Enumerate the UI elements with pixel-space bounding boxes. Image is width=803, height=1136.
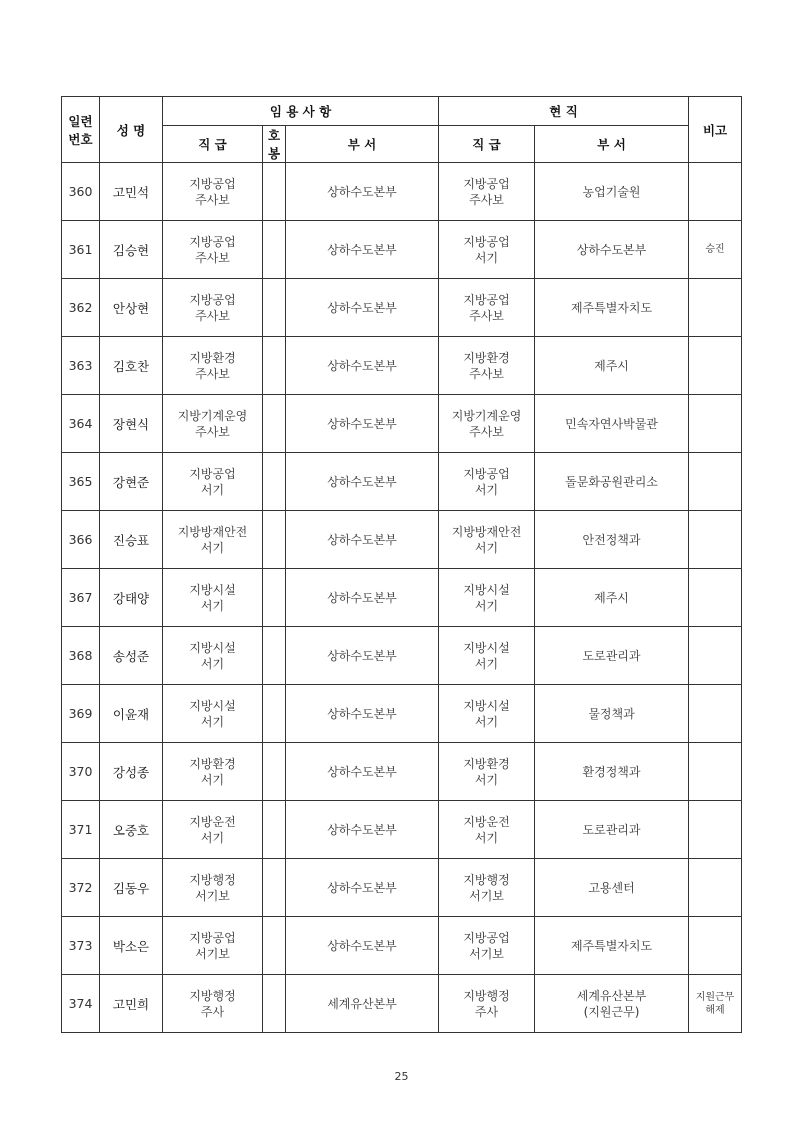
person-name: 김동우: [100, 859, 163, 917]
line-2: 서기: [474, 714, 499, 729]
current-department: [535, 743, 689, 801]
appointment-step: [263, 453, 286, 511]
line-2: 주사: [200, 1004, 225, 1019]
appointment-step: [263, 743, 286, 801]
appointment-department: 상하수도본부: [286, 511, 439, 569]
line-1: 도로관리과: [582, 822, 641, 837]
header-department: 부 서: [286, 126, 439, 163]
table-row: [62, 279, 742, 337]
current-grade: [439, 917, 535, 975]
table-row: [62, 801, 742, 859]
person-name: 김승현: [100, 221, 163, 279]
line-2: 서기: [200, 714, 225, 729]
appointment-grade: [163, 279, 263, 337]
appointment-grade: [163, 685, 263, 743]
line-2: 서기: [474, 598, 499, 613]
line-2: 서기: [474, 656, 499, 671]
line-2: 주사보: [469, 192, 504, 207]
appointment-step: [263, 627, 286, 685]
table-row: [62, 511, 742, 569]
serial-number: 362: [62, 279, 100, 337]
line-1: 지방행정: [463, 988, 510, 1003]
line-1: 제주시: [594, 358, 629, 373]
serial-number: 363: [62, 337, 100, 395]
appointment-department: 상하수도본부: [286, 279, 439, 337]
table-row: [62, 685, 742, 743]
current-department: [535, 395, 689, 453]
current-grade: [439, 279, 535, 337]
appointment-grade: [163, 221, 263, 279]
line-2: 서기: [200, 656, 225, 671]
line-2: 주사: [474, 1004, 499, 1019]
personnel-appointment-table: [61, 96, 742, 1033]
appointment-department: 상하수도본부: [286, 801, 439, 859]
line-1: 제주특별자치도: [570, 938, 653, 953]
appointment-step: [263, 975, 286, 1033]
current-department: [535, 511, 689, 569]
appointment-department: 상하수도본부: [286, 917, 439, 975]
line-1: 상하수도본부: [576, 242, 647, 257]
serial-number: 361: [62, 221, 100, 279]
line-1: 세계유산본부: [576, 988, 647, 1003]
line-2: 서기: [474, 830, 499, 845]
line-2: 주사보: [195, 366, 230, 381]
current-grade: [439, 221, 535, 279]
line-1: 제주특별자치도: [570, 300, 653, 315]
line-2: 주사보: [469, 308, 504, 323]
appointment-step: [263, 337, 286, 395]
table-row: [62, 395, 742, 453]
line-1: 지방공업: [189, 292, 236, 307]
line-2: 주사보: [195, 308, 230, 323]
line-2: 주사보: [469, 366, 504, 381]
current-department: [535, 627, 689, 685]
appointment-department: 세계유산본부: [286, 975, 439, 1033]
line-1: 지방공업: [463, 466, 510, 481]
current-grade: [439, 743, 535, 801]
table-row: [62, 859, 742, 917]
table-row: [62, 163, 742, 221]
line-1: 지방공업: [463, 176, 510, 191]
line-1: 지방방재안전: [177, 524, 248, 539]
line-2: 서기보: [195, 946, 230, 961]
current-department: [535, 221, 689, 279]
current-grade: [439, 627, 535, 685]
serial-number: 374: [62, 975, 100, 1033]
person-name: 장현식: [100, 395, 163, 453]
appointment-department: 상하수도본부: [286, 453, 439, 511]
appointment-step: [263, 569, 286, 627]
appointment-grade: [163, 627, 263, 685]
current-grade: [439, 453, 535, 511]
header-remarks: 비고: [689, 97, 742, 163]
remarks: [689, 395, 742, 453]
appointment-step: [263, 801, 286, 859]
line-1: 지방공업: [463, 234, 510, 249]
line-1: 지방환경: [189, 350, 236, 365]
person-name: 강성종: [100, 743, 163, 801]
line-1: 지방시설: [189, 698, 236, 713]
remarks: [689, 221, 742, 279]
header-grade: 직 급: [163, 126, 263, 163]
line-2: 주사보: [195, 192, 230, 207]
line-1: 지방시설: [463, 582, 510, 597]
table-row: [62, 221, 742, 279]
current-grade: [439, 801, 535, 859]
appointment-grade: [163, 569, 263, 627]
line-2: 서기보: [195, 888, 230, 903]
current-department: [535, 685, 689, 743]
remarks: [689, 337, 742, 395]
remarks: [689, 279, 742, 337]
current-department: [535, 453, 689, 511]
line-1: 지방기계운영: [177, 408, 248, 423]
appointment-grade: [163, 163, 263, 221]
table-row: [62, 337, 742, 395]
appointment-step: [263, 163, 286, 221]
table-header: [62, 97, 742, 163]
line-2: 서기: [200, 598, 225, 613]
line-1: 지방환경: [463, 756, 510, 771]
line-1: 지방시설: [189, 640, 236, 655]
line-1: 물정책과: [588, 706, 635, 721]
person-name: 김호찬: [100, 337, 163, 395]
current-department: [535, 859, 689, 917]
line-1: 농업기술원: [582, 184, 641, 199]
person-name: 오중호: [100, 801, 163, 859]
table-row: [62, 569, 742, 627]
current-grade: [439, 685, 535, 743]
line-1: 안전정책과: [582, 532, 641, 547]
line-1: 지방공업: [189, 930, 236, 945]
appointment-step: [263, 859, 286, 917]
person-name: 송성준: [100, 627, 163, 685]
current-department: [535, 163, 689, 221]
line-1: 지방공업: [189, 234, 236, 249]
appointment-department: 상하수도본부: [286, 163, 439, 221]
line-1: 지방환경: [189, 756, 236, 771]
header-current-grade: 직 급: [439, 126, 535, 163]
appointment-department: 상하수도본부: [286, 395, 439, 453]
serial-number: 370: [62, 743, 100, 801]
line-1: 지방운전: [463, 814, 510, 829]
current-grade: [439, 337, 535, 395]
remarks: [689, 163, 742, 221]
line-1: 지방시설: [463, 640, 510, 655]
person-name: 안상현: [100, 279, 163, 337]
header-current-department: 부 서: [535, 126, 689, 163]
current-department: [535, 917, 689, 975]
line-1: 지방행정: [463, 872, 510, 887]
line-2: 서기보: [469, 888, 504, 903]
line-2: 해제: [705, 1004, 725, 1016]
line-1: 도로관리과: [582, 648, 641, 663]
appointment-grade: [163, 859, 263, 917]
line-2: 서기: [200, 540, 225, 555]
serial-number: 367: [62, 569, 100, 627]
appointment-department: 상하수도본부: [286, 569, 439, 627]
page-number: 25: [394, 1070, 409, 1083]
serial-number: 366: [62, 511, 100, 569]
current-grade: [439, 975, 535, 1033]
remarks: [689, 685, 742, 743]
line-1: 승진: [705, 244, 725, 255]
current-grade: [439, 569, 535, 627]
appointment-department: 상하수도본부: [286, 337, 439, 395]
line-1: 지방공업: [463, 292, 510, 307]
remarks: [689, 975, 742, 1033]
line-1: 지방공업: [189, 466, 236, 481]
line-1: 지방환경: [463, 350, 510, 365]
serial-number: 371: [62, 801, 100, 859]
appointment-department: 상하수도본부: [286, 627, 439, 685]
appointment-step: [263, 279, 286, 337]
line-2: 서기: [474, 482, 499, 497]
serial-number: 372: [62, 859, 100, 917]
line-1: 고용센터: [588, 880, 635, 895]
line-1: 지방행정: [189, 872, 236, 887]
appointment-grade: [163, 453, 263, 511]
current-department: [535, 337, 689, 395]
current-department: [535, 975, 689, 1033]
current-department: [535, 569, 689, 627]
table-row: [62, 975, 742, 1033]
remarks: [689, 801, 742, 859]
line-1: 환경정책과: [582, 764, 641, 779]
current-department: [535, 801, 689, 859]
serial-number: 365: [62, 453, 100, 511]
appointment-grade: [163, 917, 263, 975]
appointment-grade: [163, 801, 263, 859]
remarks: [689, 917, 742, 975]
line-1: 지원근무: [695, 991, 735, 1003]
line-1: 지방방재안전: [451, 524, 522, 539]
person-name: 강현준: [100, 453, 163, 511]
line-1: 지방시설: [463, 698, 510, 713]
remarks: [689, 511, 742, 569]
line-2: 서기: [474, 250, 499, 265]
header-appointment: 임 용 사 항: [163, 97, 439, 126]
line-1: 지방기계운영: [451, 408, 522, 423]
table-row: [62, 917, 742, 975]
line-2: 주사보: [195, 250, 230, 265]
appointment-step: [263, 395, 286, 453]
header-current-position: 현 직: [439, 97, 689, 126]
line-2: 서기: [200, 482, 225, 497]
appointment-grade: [163, 395, 263, 453]
line-1: 민속자연사박물관: [565, 416, 658, 431]
header-step: 호봉: [263, 126, 286, 163]
serial-number: 368: [62, 627, 100, 685]
appointment-department: 상하수도본부: [286, 685, 439, 743]
person-name: 진승표: [100, 511, 163, 569]
current-grade: [439, 395, 535, 453]
header-serial-number: 일련 번호: [62, 97, 100, 163]
table-row: [62, 453, 742, 511]
current-department: [535, 279, 689, 337]
remarks: [689, 569, 742, 627]
serial-number: 364: [62, 395, 100, 453]
appointment-grade: [163, 511, 263, 569]
appointment-step: [263, 511, 286, 569]
remarks: [689, 859, 742, 917]
appointment-grade: [163, 975, 263, 1033]
line-1: 지방공업: [189, 176, 236, 191]
person-name: 고민석: [100, 163, 163, 221]
current-grade: [439, 163, 535, 221]
line-2: 서기: [474, 540, 499, 555]
line-1: 제주시: [594, 590, 629, 605]
line-1: 돌문화공원관리소: [565, 474, 658, 489]
line-2: 서기보: [469, 946, 504, 961]
appointment-step: [263, 685, 286, 743]
person-name: 강태양: [100, 569, 163, 627]
line-1: 지방시설: [189, 582, 236, 597]
line-2: 서기: [200, 772, 225, 787]
remarks: [689, 627, 742, 685]
current-grade: [439, 511, 535, 569]
table-row: [62, 627, 742, 685]
line-2: 주사보: [195, 424, 230, 439]
table-body: [62, 163, 742, 1033]
table-row: [62, 743, 742, 801]
line-1: 지방공업: [463, 930, 510, 945]
serial-number: 369: [62, 685, 100, 743]
line-1: 지방운전: [189, 814, 236, 829]
line-2: 서기: [200, 830, 225, 845]
person-name: 박소은: [100, 917, 163, 975]
appointment-grade: [163, 337, 263, 395]
person-name: 고민희: [100, 975, 163, 1033]
line-2: 주사보: [469, 424, 504, 439]
remarks: [689, 453, 742, 511]
line-2: 서기: [474, 772, 499, 787]
remarks: [689, 743, 742, 801]
serial-number: 360: [62, 163, 100, 221]
header-name: 성 명: [100, 97, 163, 163]
serial-number: 373: [62, 917, 100, 975]
person-name: 이윤재: [100, 685, 163, 743]
line-1: 지방행정: [189, 988, 236, 1003]
appointment-grade: [163, 743, 263, 801]
line-2: (지원근무): [583, 1004, 640, 1019]
appointment-step: [263, 917, 286, 975]
appointment-department: 상하수도본부: [286, 743, 439, 801]
current-grade: [439, 859, 535, 917]
appointment-department: 상하수도본부: [286, 221, 439, 279]
appointment-department: 상하수도본부: [286, 859, 439, 917]
appointment-step: [263, 221, 286, 279]
